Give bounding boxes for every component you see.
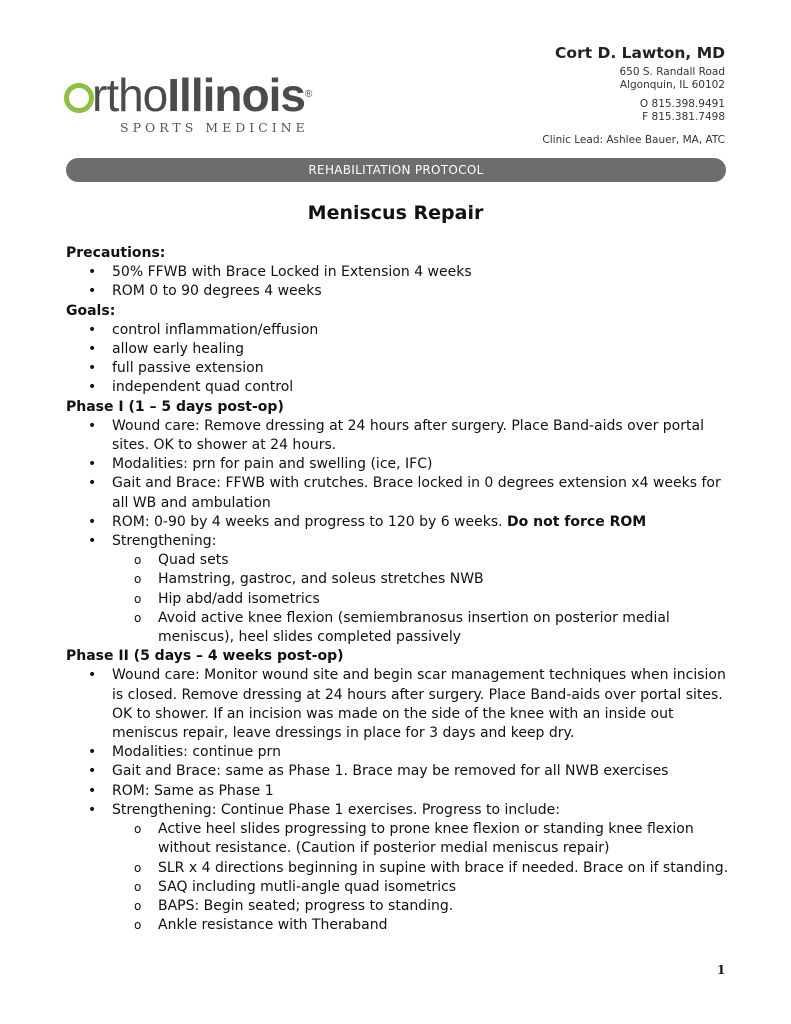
- phase1-heading: Phase I (1 – 5 days post-op): [66, 398, 284, 415]
- list-item: • Strengthening: Continue Phase 1 exercises. Progress to include:: [66, 801, 736, 820]
- goals-list: [66, 321, 736, 398]
- orthoillinois-logo: [64, 69, 312, 135]
- rom-warning: Do not force ROM: [507, 513, 647, 530]
- precautions-heading: Precautions:: [66, 245, 166, 261]
- sub-list-item: o SLR x 4 directions beginning in supine with brace if needed. Brace on if standing.: [66, 859, 736, 878]
- list-item: • ROM: Same as Phase 1: [66, 782, 736, 801]
- logo-illinois-text: Illinois: [167, 69, 305, 121]
- list-item: • 50% FFWB with Brace Locked in Extension 4 weeks: [66, 263, 736, 282]
- list-item: [66, 513, 736, 532]
- logo-o-ring-icon: [64, 83, 94, 113]
- physician-name: Cort D. Lawton, MD: [555, 44, 725, 62]
- list-item: • independent quad control: [66, 378, 736, 397]
- list-item: • Strengthening:: [66, 532, 736, 551]
- logo-wordmark: [64, 69, 312, 121]
- list-item: • Wound care: Monitor wound site and begin scar management techniques when incision is closed. Remove dressing at 24 hours after surgery. Place Band-aids over portal sites. OK to shower. If an incision was made on the side of the knee with an inside out meniscus repair, leave dressings in place for 3 days and keep dry.: [66, 666, 736, 743]
- sub-list-item: o Hip abd/add isometrics: [66, 590, 736, 609]
- office-phone: O 815.398.9491: [639, 98, 725, 110]
- physician-contact-block: [542, 44, 725, 146]
- sub-list-item: o Ankle resistance with Theraband: [66, 916, 736, 935]
- sub-list-item: o Avoid active knee flexion (semiembranosus insertion on posterior medial meniscus), heel slides completed passively: [66, 609, 736, 647]
- list-item: • ROM 0 to 90 degrees 4 weeks: [66, 282, 736, 301]
- rehabilitation-protocol-banner: REHABILITATION PROTOCOL: [66, 158, 726, 182]
- phase2-heading: Phase II (5 days – 4 weeks post-op): [66, 648, 344, 665]
- sub-list-item: o Active heel slides progressing to prone knee flexion or standing knee flexion without resistance. (Caution if posterior medial meniscus repair): [66, 820, 736, 858]
- page-number: 1: [717, 963, 726, 977]
- clinic-lead: Clinic Lead: Ashlee Bauer, MA, ATC: [542, 134, 725, 146]
- list-item: • Modalities: continue prn: [66, 743, 736, 762]
- precautions-list: [66, 263, 736, 301]
- page-title: Meniscus Repair: [307, 202, 484, 224]
- fax-number: F 815.381.7498: [642, 111, 725, 123]
- list-item: • Gait and Brace: same as Phase 1. Brace may be removed for all NWB exercises: [66, 762, 736, 781]
- list-item: • allow early healing: [66, 340, 736, 359]
- sub-list-item: o BAPS: Begin seated; progress to standing.: [66, 897, 736, 916]
- address-line-2: Algonquin, IL 60102: [619, 79, 725, 91]
- list-item: • Wound care: Remove dressing at 24 hours after surgery. Place Band-aids over portal sites. OK to shower at 24 hours.: [66, 417, 736, 455]
- protocol-body: [66, 244, 736, 935]
- list-item: • Modalities: prn for pain and swelling (ice, IFC): [66, 455, 736, 474]
- sub-list-item: o Hamstring, gastroc, and soleus stretches NWB: [66, 570, 736, 589]
- address-line-1: 650 S. Randall Road: [619, 66, 725, 78]
- list-item: • control inflammation/effusion: [66, 321, 736, 340]
- phase1-list: [66, 417, 736, 647]
- sub-list-item: o Quad sets: [66, 551, 736, 570]
- goals-heading: Goals:: [66, 302, 116, 319]
- list-item: • Gait and Brace: FFWB with crutches. Brace locked in 0 degrees extension x4 weeks for all WB and ambulation: [66, 474, 736, 512]
- logo-ortho-text: rtho: [92, 69, 168, 121]
- sub-list-item: o SAQ including mutli-angle quad isometrics: [66, 878, 736, 897]
- registered-mark: ®: [304, 89, 312, 100]
- phase2-list: [66, 666, 736, 935]
- rom-text: ROM: 0-90 by 4 weeks and progress to 120 by 6 weeks.: [112, 513, 508, 530]
- logo-subtitle: SPORTS MEDICINE: [120, 120, 309, 135]
- list-item: • full passive extension: [66, 359, 736, 378]
